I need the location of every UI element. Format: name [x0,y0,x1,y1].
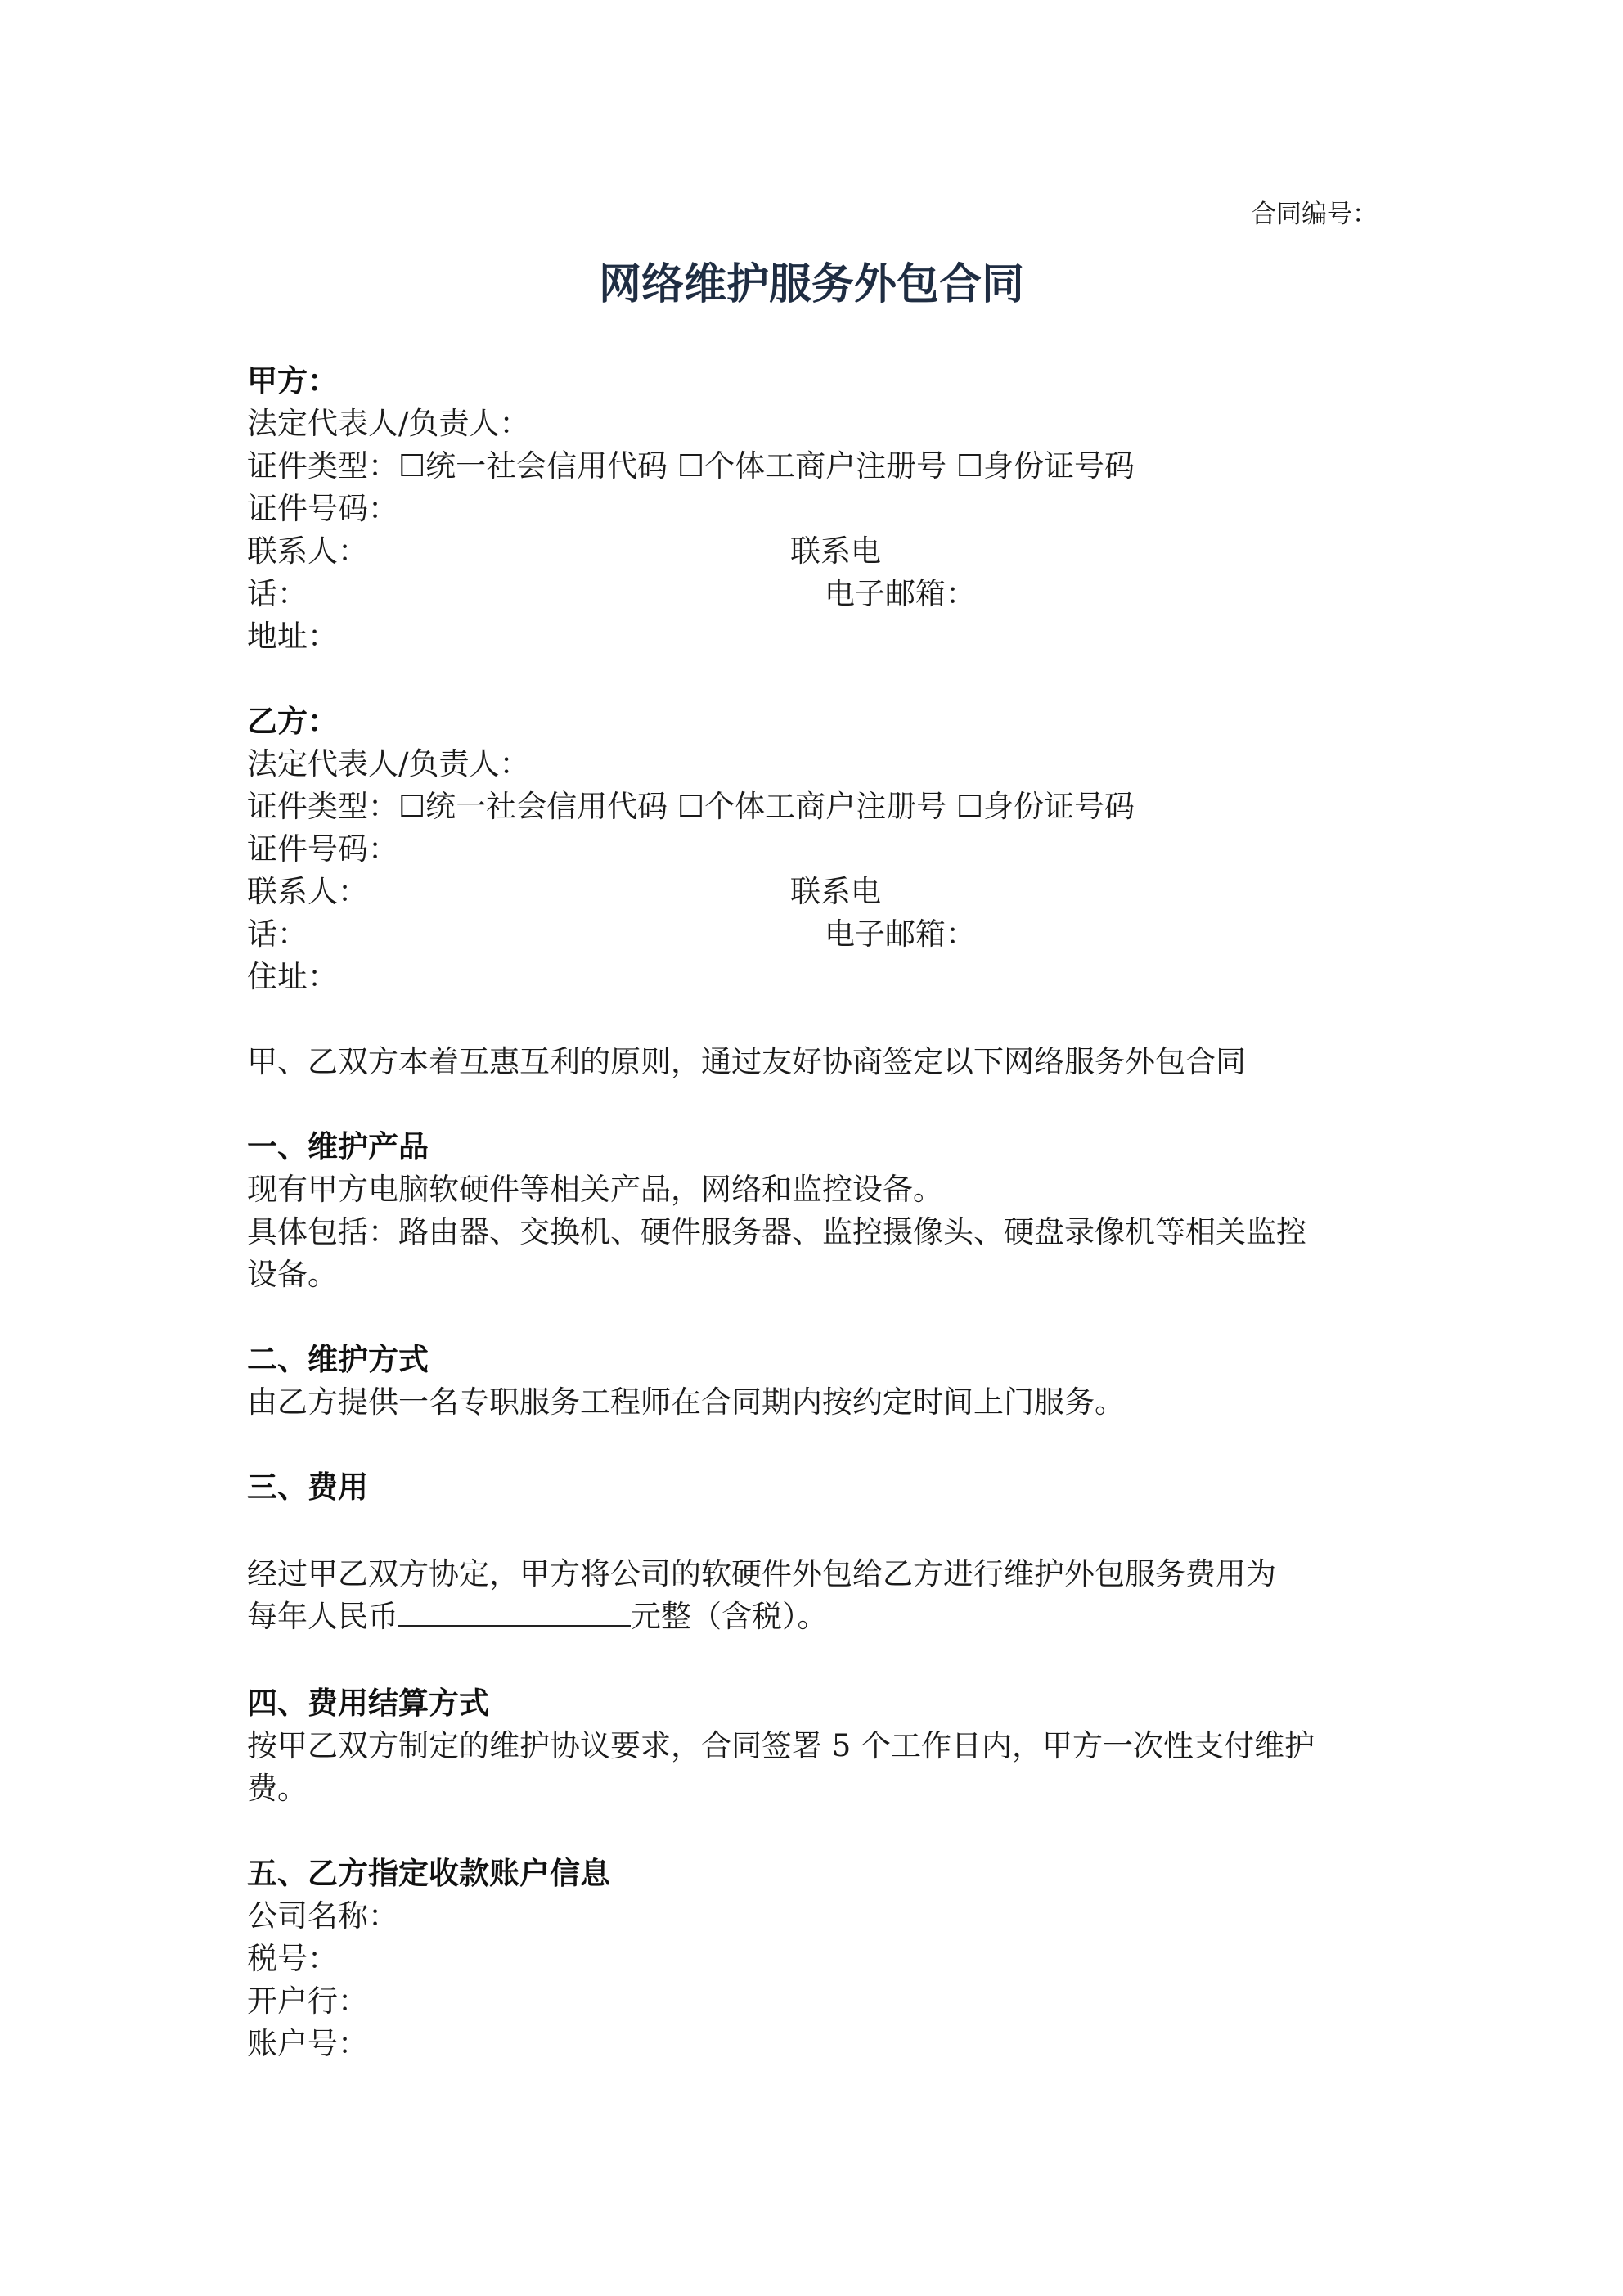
section-3-fee-line [247,1596,828,1638]
account-bank: 开户行： [247,1983,368,2019]
party-b-id-type: 证件类型：☐统一社会信用代码 ☐个体工商户注册号 ☐身份证号码 [247,789,1135,824]
section-4-heading: 四、费用结算方式 [247,1686,489,1721]
party-a-phone-label-part1: 联系电 [790,533,881,569]
party-a-contact: 联系人： [247,533,368,569]
intro-paragraph: 甲、乙双方本着互惠互利的原则，通过友好协商签定以下网络服务外包合同 [247,1044,1246,1079]
party-b-phone-label-part1: 联系电 [790,874,881,909]
fee-amount-blank[interactable] [398,1597,631,1627]
account-company-name: 公司名称： [247,1898,398,1934]
section-2-heading: 二、维护方式 [247,1342,429,1377]
party-b-address: 住址： [247,959,338,994]
party-b-id-number: 证件号码： [247,831,398,867]
section-1-line: 设备。 [247,1257,338,1292]
party-a-heading: 甲方： [247,363,338,398]
section-5-heading: 五、乙方指定收款账户信息 [247,1856,610,1891]
document-title: 网络维护服务外包合同 [598,260,1024,309]
section-3-line: 经过甲乙双方协定，甲方将公司的软硬件外包给乙方进行维护外包服务费用为 [247,1556,1276,1591]
section-3-heading: 三、费用 [247,1470,368,1505]
party-a-email: 电子邮箱： [825,576,976,611]
fee-prefix: 每年人民币 [247,1599,398,1634]
section-1-line: 具体包括：路由器、交换机、硬件服务器、监控摄像头、硬盘录像机等相关监控 [247,1214,1306,1249]
party-a-id-number: 证件号码： [247,491,398,526]
section-4-line: 按甲乙双方制定的维护协议要求，合同签署 5 个工作日内，甲方一次性支付维护 [247,1728,1315,1763]
party-a-legal-rep: 法定代表人/负责人： [247,406,530,441]
party-a-address: 地址： [247,619,338,654]
account-number: 账户号： [247,2026,368,2061]
party-b-heading: 乙方： [247,704,338,739]
section-1-line: 现有甲方电脑软硬件等相关产品，网络和监控设备。 [247,1172,943,1207]
party-a-phone-label-part2: 话： [247,576,308,611]
party-b-phone-label-part2: 话： [247,916,308,952]
section-2-line: 由乙方提供一名专职服务工程师在合同期内按约定时间上门服务。 [247,1384,1125,1420]
party-a-id-type: 证件类型：☐统一社会信用代码 ☐个体工商户注册号 ☐身份证号码 [247,448,1135,484]
contract-number-label: 合同编号： [1251,200,1378,229]
section-1-heading: 一、维护产品 [247,1129,429,1164]
party-b-contact: 联系人： [247,874,368,909]
section-4-line: 费。 [247,1771,308,1806]
account-tax-id: 税号： [247,1941,338,1976]
party-b-legal-rep: 法定代表人/负责人： [247,746,530,781]
party-b-email: 电子邮箱： [825,916,976,952]
fee-suffix: 元整（含税）。 [631,1599,828,1634]
